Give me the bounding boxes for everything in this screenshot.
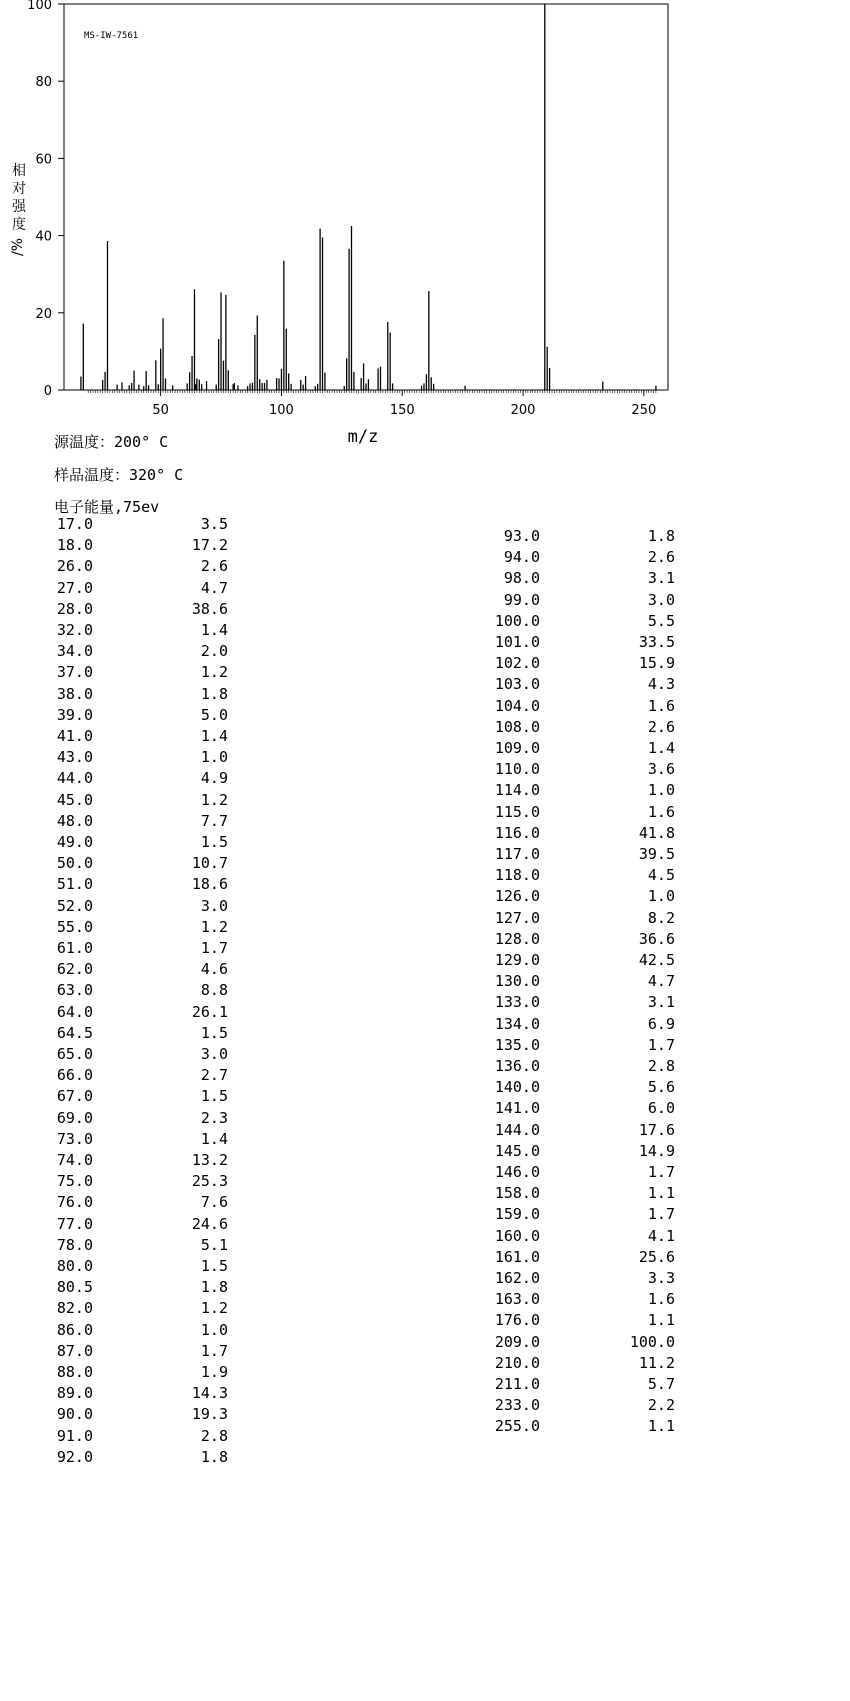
- peak-table-row: [470, 1121, 675, 1139]
- peak-table-row: [470, 1311, 675, 1329]
- abundance-value: 1.5: [200, 1087, 228, 1106]
- abundance-value: 1.8: [647, 527, 675, 545]
- abundance-value: 1.8: [200, 684, 228, 703]
- peak-table-row: [470, 1184, 675, 1202]
- abundance-value: 8.8: [200, 981, 228, 1000]
- mz-value: 27.0: [56, 578, 93, 597]
- abundance-value: 1.2: [200, 917, 228, 936]
- abundance-value: 5.0: [200, 705, 228, 724]
- abundance-value: 1.9: [200, 1363, 228, 1381]
- y-tick-label: 0: [43, 384, 52, 399]
- abundance-value: 1.6: [647, 802, 675, 821]
- abundance-value: 2.8: [647, 1057, 675, 1075]
- abundance-value: 3.0: [647, 590, 675, 609]
- peak-table-row: [23, 897, 228, 915]
- mz-value: 80.5: [56, 1278, 93, 1297]
- peak-table-row: [470, 930, 675, 948]
- mz-value: 38.0: [56, 684, 93, 703]
- mz-value: 39.0: [56, 705, 93, 724]
- peak-table-row: [23, 1066, 228, 1084]
- mz-value: 117.0: [494, 845, 540, 863]
- mz-value: 64.5: [56, 1023, 93, 1042]
- peak-table-row: [23, 1109, 228, 1127]
- mz-value: 135.0: [494, 1035, 540, 1054]
- y-axis-label-unit: /%: [10, 237, 26, 256]
- peak-table-row: [470, 527, 675, 545]
- peak-table-row: [23, 1321, 228, 1339]
- mz-value: 90.0: [56, 1405, 93, 1424]
- mz-value: 55.0: [56, 917, 93, 936]
- x-axis-label: m/z: [347, 427, 379, 447]
- abundance-value: 2.2: [647, 1396, 675, 1415]
- mz-value: 34.0: [56, 642, 93, 661]
- mz-value: 103.0: [494, 675, 540, 694]
- abundance-value: 1.0: [647, 887, 675, 906]
- x-tick-label: 150: [389, 403, 415, 418]
- mz-value: 63.0: [56, 981, 93, 1000]
- mz-value: 98.0: [503, 569, 540, 588]
- mz-value: 145.0: [494, 1141, 540, 1160]
- abundance-value: 1.2: [200, 1299, 228, 1318]
- abundance-value: 14.3: [191, 1384, 228, 1403]
- peak-table-row: [470, 951, 675, 969]
- x-tick-label: 100: [269, 403, 294, 418]
- peak-table-row: [23, 1278, 228, 1296]
- abundance-value: 4.7: [200, 578, 228, 597]
- peak-table-row: [23, 875, 228, 893]
- mz-value: 210.0: [494, 1353, 540, 1372]
- mz-value: 45.0: [56, 790, 93, 809]
- abundance-value: 4.5: [647, 866, 675, 885]
- abundance-value: 4.9: [200, 769, 228, 788]
- abundance-value: 3.1: [647, 569, 675, 588]
- abundance-value: 1.7: [647, 1035, 675, 1054]
- peak-table-row: [23, 1427, 228, 1445]
- peak-table-row: [23, 1363, 228, 1381]
- peak-table-row: [23, 1193, 228, 1211]
- mz-value: 115.0: [494, 802, 540, 821]
- abundance-value: 7.7: [200, 811, 228, 830]
- peak-table-row: [470, 718, 675, 736]
- peak-table-row: [23, 812, 228, 830]
- abundance-value: 4.7: [647, 972, 675, 991]
- abundance-value: 1.4: [200, 621, 228, 639]
- mz-value: 65.0: [56, 1045, 93, 1063]
- peak-table-row: [470, 1205, 675, 1223]
- abundance-value: 10.7: [191, 854, 228, 873]
- abundance-value: 1.1: [647, 1184, 675, 1203]
- abundance-value: 1.8: [200, 1447, 228, 1466]
- peak-table-row: [470, 845, 675, 863]
- abundance-value: 24.6: [191, 1214, 228, 1233]
- abundance-value: 3.3: [647, 1269, 675, 1287]
- mz-value: 74.0: [56, 1151, 93, 1169]
- mz-value: 140.0: [494, 1078, 540, 1097]
- peak-table-row: [23, 1405, 228, 1423]
- y-axis-label: 相对强度: [12, 163, 26, 233]
- peak-table-row: [470, 1099, 675, 1117]
- peak-table-row: [23, 515, 228, 533]
- abundance-value: 5.1: [200, 1235, 228, 1254]
- abundance-value: 1.0: [200, 748, 228, 767]
- abundance-value: 2.3: [200, 1108, 228, 1127]
- peak-table-row: [23, 1299, 228, 1317]
- peak-table-row: [23, 1045, 228, 1063]
- peak-table-row: [470, 548, 675, 566]
- mz-value: 88.0: [56, 1363, 93, 1381]
- peak-table-row: [470, 760, 675, 778]
- mz-value: 144.0: [494, 1120, 540, 1139]
- peak-table-row: [470, 1142, 675, 1160]
- abundance-value: 1.7: [200, 939, 228, 957]
- mz-value: 75.0: [56, 1172, 93, 1191]
- peak-table-row: [470, 1396, 675, 1414]
- mz-value: 89.0: [56, 1384, 93, 1403]
- mz-value: 48.0: [56, 811, 93, 830]
- abundance-value: 2.6: [647, 717, 675, 736]
- abundance-value: 5.7: [647, 1375, 675, 1393]
- abundance-value: 3.0: [200, 1045, 228, 1063]
- abundance-value: 26.1: [191, 1002, 228, 1021]
- peak-table-row: [470, 1015, 675, 1033]
- mz-value: 69.0: [56, 1108, 93, 1127]
- mz-value: 109.0: [494, 739, 540, 757]
- peak-table-row: [23, 1257, 228, 1275]
- peak-table-row: [470, 887, 675, 905]
- mz-value: 52.0: [56, 896, 93, 915]
- peak-table-row: [470, 675, 675, 693]
- mz-value: 108.0: [494, 717, 540, 736]
- peak-table-row: [23, 621, 228, 639]
- peak-table-row: [470, 909, 675, 927]
- peak-table-row: [23, 1342, 228, 1360]
- mz-value: 255.0: [494, 1417, 540, 1436]
- y-tick-label: 60: [35, 152, 52, 168]
- peak-table-row: [470, 1333, 675, 1351]
- abundance-value: 2.0: [200, 642, 228, 661]
- mz-value: 67.0: [56, 1087, 93, 1106]
- peak-table-row: [23, 1448, 228, 1466]
- abundance-value: 4.3: [647, 675, 675, 694]
- abundance-value: 4.1: [647, 1226, 675, 1245]
- abundance-value: 100.0: [629, 1332, 675, 1351]
- abundance-value: 3.0: [200, 896, 228, 915]
- peak-table-row: [470, 633, 675, 651]
- mz-value: 43.0: [56, 748, 93, 767]
- abundance-value: 1.7: [647, 1163, 675, 1181]
- peak-table-row: [23, 1172, 228, 1190]
- peak-table-row: [23, 557, 228, 575]
- peak-table-row: [23, 1003, 228, 1021]
- abundance-value: 36.6: [638, 929, 675, 948]
- peak-table-row: [470, 1375, 675, 1393]
- abundance-value: 3.5: [200, 515, 228, 533]
- peak-table-row: [23, 981, 228, 999]
- peak-table-row: [23, 536, 228, 554]
- mz-value: 127.0: [494, 908, 540, 927]
- mz-value: 91.0: [56, 1426, 93, 1445]
- mz-value: 211.0: [494, 1375, 540, 1393]
- peak-table-row: [23, 939, 228, 957]
- source-temperature: 源温度：200° C: [54, 433, 169, 451]
- peak-table-row: [470, 569, 675, 587]
- abundance-value: 18.6: [191, 875, 228, 894]
- peak-table-row: [23, 663, 228, 681]
- mz-value: 61.0: [56, 939, 93, 957]
- abundance-value: 1.1: [647, 1311, 675, 1330]
- abundance-value: 15.9: [638, 654, 675, 673]
- mz-value: 141.0: [494, 1099, 540, 1118]
- peak-table-row: [470, 1227, 675, 1245]
- abundance-value: 1.5: [200, 833, 228, 851]
- peak-table-row: [23, 1215, 228, 1233]
- abundance-value: 1.8: [200, 1278, 228, 1297]
- peak-table-row: [23, 791, 228, 809]
- abundance-value: 1.1: [647, 1417, 675, 1436]
- mz-value: 114.0: [494, 781, 540, 800]
- mz-value: 49.0: [56, 833, 93, 851]
- peak-table-row: [470, 1417, 675, 1435]
- mz-value: 51.0: [56, 875, 93, 894]
- abundance-value: 1.4: [647, 739, 675, 757]
- mz-value: 76.0: [56, 1193, 93, 1212]
- mz-value: 17.0: [56, 515, 93, 533]
- abundance-value: 25.3: [191, 1172, 228, 1191]
- abundance-value: 19.3: [191, 1405, 228, 1424]
- abundance-value: 1.7: [200, 1341, 228, 1360]
- peak-table-row: [470, 866, 675, 884]
- mz-value: 163.0: [494, 1290, 540, 1309]
- mz-value: 110.0: [494, 760, 540, 779]
- peak-table-row: [470, 591, 675, 609]
- peak-table-row: [23, 1087, 228, 1105]
- abundance-value: 2.6: [200, 557, 228, 576]
- abundance-value: 41.8: [638, 823, 675, 842]
- y-tick-label: 80: [35, 75, 52, 91]
- peak-table-row: [23, 706, 228, 724]
- abundance-value: 1.4: [200, 1129, 228, 1148]
- mz-value: 128.0: [494, 929, 540, 948]
- abundance-value: 1.0: [200, 1320, 228, 1339]
- mz-value: 41.0: [56, 727, 93, 745]
- peak-table-row: [23, 600, 228, 618]
- spectrum-peaks: [81, 4, 656, 390]
- peak-table-row: [470, 697, 675, 715]
- mz-value: 176.0: [494, 1311, 540, 1330]
- peak-table-row: [470, 1269, 675, 1287]
- peak-table-row: [470, 1354, 675, 1372]
- mz-value: 80.0: [56, 1257, 93, 1275]
- peak-table-row: [23, 727, 228, 745]
- peak-table-row: [470, 824, 675, 842]
- peak-table-row: [470, 1036, 675, 1054]
- peak-table-row: [470, 803, 675, 821]
- abundance-value: 8.2: [647, 908, 675, 927]
- abundance-value: 1.6: [647, 1290, 675, 1309]
- mz-value: 64.0: [56, 1002, 93, 1021]
- abundance-value: 5.6: [647, 1078, 675, 1097]
- abundance-value: 1.0: [647, 781, 675, 800]
- peak-table-row: [23, 1130, 228, 1148]
- mz-value: 86.0: [56, 1320, 93, 1339]
- abundance-value: 1.5: [200, 1257, 228, 1275]
- sample-temperature: 样品温度：320° C: [54, 466, 184, 484]
- abundance-value: 14.9: [638, 1141, 675, 1160]
- plot-frame: [64, 4, 668, 390]
- mz-value: 159.0: [494, 1205, 540, 1224]
- abundance-value: 2.6: [647, 548, 675, 567]
- mz-value: 99.0: [503, 590, 540, 609]
- mz-value: 133.0: [494, 993, 540, 1012]
- mass-spectrum-chart: [0, 0, 850, 460]
- peak-table-row: [23, 960, 228, 978]
- abundance-value: 3.6: [647, 760, 675, 779]
- peak-table-row: [470, 1163, 675, 1181]
- abundance-value: 2.7: [200, 1066, 228, 1085]
- peak-table-row: [23, 833, 228, 851]
- mz-value: 82.0: [56, 1299, 93, 1318]
- abundance-value: 1.6: [647, 696, 675, 715]
- mz-value: 116.0: [494, 823, 540, 842]
- mz-value: 101.0: [494, 633, 540, 651]
- mz-value: 162.0: [494, 1269, 540, 1287]
- mz-value: 233.0: [494, 1396, 540, 1415]
- y-tick-label: 20: [35, 306, 52, 322]
- peak-table-row: [23, 579, 228, 597]
- mz-value: 130.0: [494, 972, 540, 991]
- mz-value: 104.0: [494, 696, 540, 715]
- peak-table-row: [23, 1236, 228, 1254]
- abundance-value: 38.6: [191, 599, 228, 618]
- mz-value: 102.0: [494, 654, 540, 673]
- peak-table-row: [23, 918, 228, 936]
- x-tick-label: 250: [631, 403, 657, 418]
- x-tick-label: 200: [510, 403, 536, 418]
- peak-table-row: [470, 654, 675, 672]
- mz-value: 118.0: [494, 866, 540, 885]
- peak-table-row: [23, 685, 228, 703]
- mz-value: 66.0: [56, 1066, 93, 1085]
- mz-value: 92.0: [56, 1447, 93, 1466]
- peak-table-row: [470, 1057, 675, 1075]
- abundance-value: 7.6: [200, 1193, 228, 1212]
- mz-value: 160.0: [494, 1226, 540, 1245]
- peak-table-row: [470, 739, 675, 757]
- abundance-value: 5.5: [647, 611, 675, 630]
- chart-annotation: MS-IW-7561: [84, 31, 139, 41]
- abundance-value: 33.5: [638, 633, 675, 651]
- mz-value: 37.0: [56, 663, 93, 682]
- mz-value: 87.0: [56, 1341, 93, 1360]
- peak-table-row: [470, 993, 675, 1011]
- electron-energy: 电子能量,75ev: [54, 498, 160, 516]
- mz-value: 26.0: [56, 557, 93, 576]
- peak-table-row: [470, 1248, 675, 1266]
- abundance-value: 6.0: [647, 1099, 675, 1118]
- mz-value: 134.0: [494, 1014, 540, 1033]
- mz-value: 62.0: [56, 960, 93, 979]
- abundance-value: 17.6: [638, 1120, 675, 1139]
- mz-value: 77.0: [56, 1214, 93, 1233]
- abundance-value: 1.4: [200, 727, 228, 745]
- mz-value: 100.0: [494, 611, 540, 630]
- peak-table-row: [470, 612, 675, 630]
- abundance-value: 1.5: [200, 1023, 228, 1042]
- peak-table-row: [23, 854, 228, 872]
- y-tick-label: 40: [35, 229, 52, 245]
- mz-value: 93.0: [503, 527, 540, 545]
- x-tick-label: 50: [152, 403, 169, 418]
- mz-value: 136.0: [494, 1057, 540, 1075]
- peak-table-row: [470, 972, 675, 990]
- mz-value: 94.0: [503, 548, 540, 567]
- mz-value: 158.0: [494, 1184, 540, 1203]
- peak-table-row: [23, 1151, 228, 1169]
- mz-value: 78.0: [56, 1235, 93, 1254]
- mz-value: 209.0: [494, 1332, 540, 1351]
- abundance-value: 42.5: [638, 951, 675, 969]
- y-tick-label: 100: [27, 0, 52, 13]
- mz-value: 44.0: [56, 769, 93, 788]
- mz-value: 161.0: [494, 1247, 540, 1266]
- mz-value: 146.0: [494, 1163, 540, 1181]
- mz-value: 126.0: [494, 887, 540, 906]
- mz-value: 50.0: [56, 854, 93, 873]
- abundance-value: 2.8: [200, 1426, 228, 1445]
- peak-table-row: [23, 642, 228, 660]
- mz-value: 18.0: [56, 536, 93, 555]
- axis-ticks: [27, 0, 656, 418]
- abundance-value: 4.6: [200, 960, 228, 979]
- abundance-value: 6.9: [647, 1014, 675, 1033]
- abundance-value: 1.7: [647, 1205, 675, 1224]
- peak-table-row: [23, 1384, 228, 1402]
- peak-table-row: [470, 1078, 675, 1096]
- peak-table-row: [23, 1024, 228, 1042]
- mz-value: 28.0: [56, 599, 93, 618]
- abundance-value: 25.6: [638, 1247, 675, 1266]
- abundance-value: 17.2: [191, 536, 228, 555]
- peak-table-row: [23, 769, 228, 787]
- abundance-value: 1.2: [200, 663, 228, 682]
- mz-value: 73.0: [56, 1129, 93, 1148]
- abundance-value: 11.2: [638, 1353, 675, 1372]
- mz-value: 129.0: [494, 951, 540, 969]
- abundance-value: 13.2: [191, 1151, 228, 1169]
- peak-table-row: [470, 1290, 675, 1308]
- peak-table-row: [23, 748, 228, 766]
- mz-value: 32.0: [56, 621, 93, 639]
- peak-table-row: [470, 781, 675, 799]
- abundance-value: 39.5: [638, 845, 675, 863]
- abundance-value: 3.1: [647, 993, 675, 1012]
- abundance-value: 1.2: [200, 790, 228, 809]
